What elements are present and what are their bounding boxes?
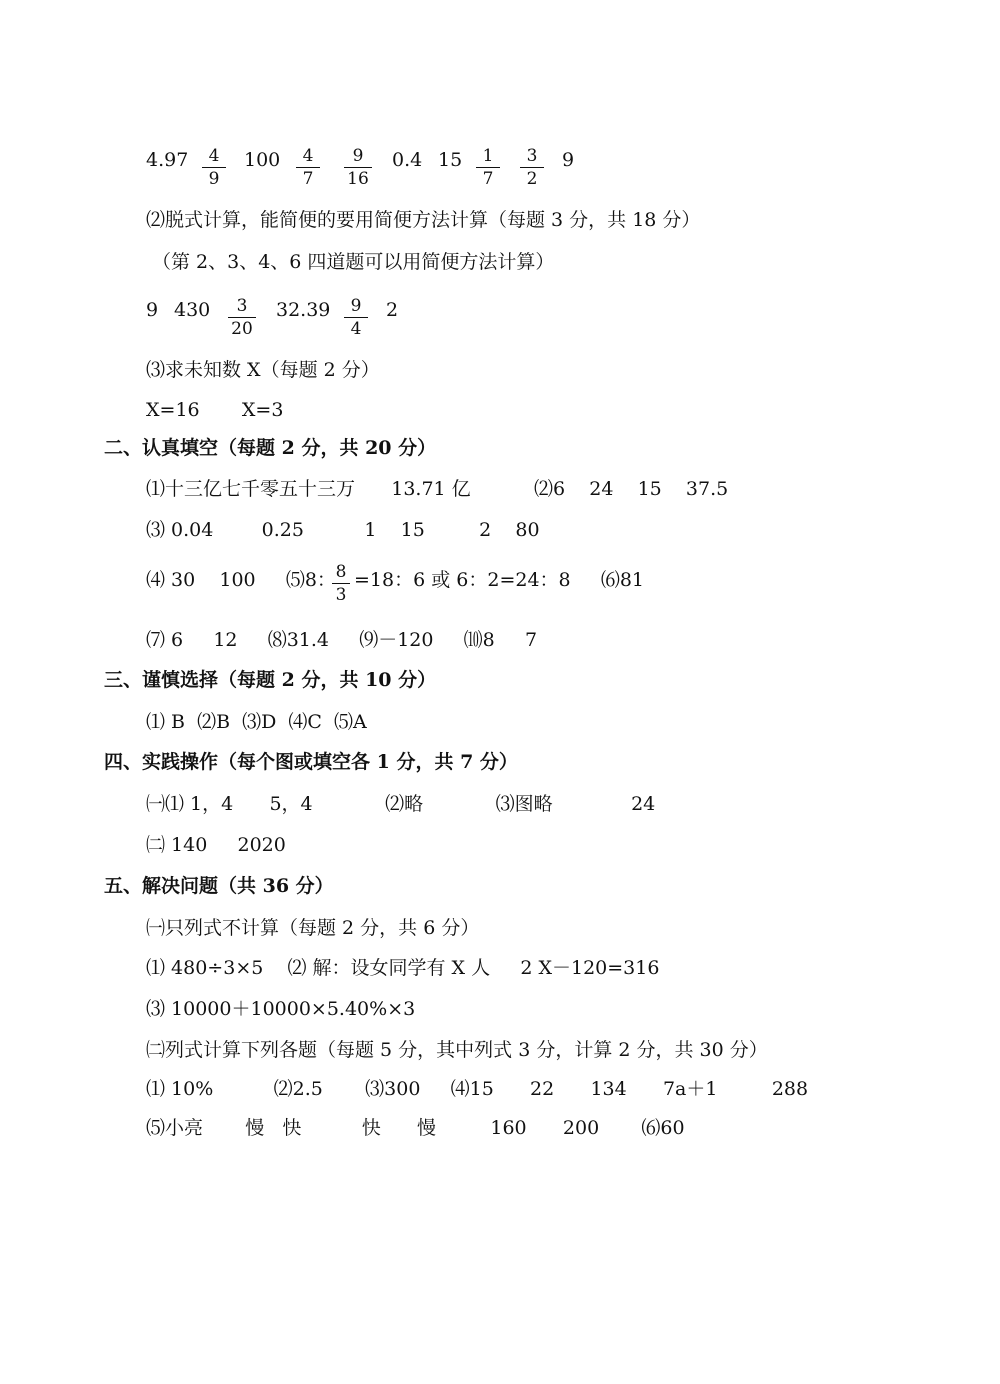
section4-line2: ㈡ 140 2020	[146, 834, 286, 856]
part2-note: （第 2、3、4、6 四道题可以用简便方法计算）	[152, 251, 555, 273]
value: 32.39	[276, 299, 331, 321]
section2-line3a: ⑷ 30 100 ⑸8：	[146, 569, 336, 591]
section2-line1a: ⑴十三亿七千零五十三万 13.71 亿	[146, 478, 471, 500]
fraction	[342, 296, 370, 339]
section2-line4: ⑺ 6 12 ⑻31.4 ⑼－120 ⑽8 7	[146, 629, 538, 651]
section5-line6: ⑸小亮 慢 快 快 慢 160 200 ⑹60	[146, 1117, 685, 1139]
fraction-bar	[344, 167, 372, 168]
denominator: 16	[347, 169, 369, 189]
section3-line1: ⑴ B ⑵B ⑶D ⑷C ⑸A	[146, 711, 367, 733]
value: 9	[146, 299, 159, 321]
fraction	[518, 146, 546, 189]
fraction-bar	[476, 167, 500, 168]
section5-line5: ⑴ 10% ⑵2.5 ⑶300 ⑷15 22 134 7a＋1 288	[146, 1078, 809, 1100]
value: 9	[562, 149, 575, 171]
section2-line1b: ⑵6 24 15 37.5	[534, 478, 729, 500]
denominator: 2	[526, 169, 538, 189]
value: 4.97	[146, 149, 189, 171]
value: 2	[386, 299, 399, 321]
fraction	[294, 146, 322, 189]
section2-line2: ⑶ 0.04 0.25 1 15 2 80	[146, 519, 540, 541]
section5-line1: ㈠只列式不计算（每题 2 分，共 6 分）	[146, 917, 480, 939]
section4-heading: 四、实践操作（每个图或填空各 1 分，共 7 分）	[104, 751, 518, 773]
fraction	[474, 146, 502, 189]
value: 430	[174, 299, 211, 321]
section2-heading: 二、认真填空（每题 2 分，共 20 分）	[104, 437, 437, 459]
part3-answers: X=16 X=3	[146, 399, 284, 421]
section4-line1: ㈠⑴ 1，4 5，4 ⑵略 ⑶图略 24	[146, 793, 656, 815]
part2-title: ⑵脱式计算，能简便的要用简便方法计算（每题 3 分，共 18 分）	[146, 209, 701, 231]
section2-line3b: =18：6 或 6：2=24：8 ⑹81	[354, 569, 645, 591]
numerator: 4	[302, 146, 314, 166]
denominator: 20	[231, 319, 253, 339]
denominator: 9	[208, 169, 220, 189]
numerator: 3	[526, 146, 538, 166]
fraction-bar	[332, 583, 350, 584]
fraction-bar	[344, 317, 368, 318]
value: 15	[438, 149, 463, 171]
denominator: 7	[482, 169, 494, 189]
fraction-bar	[228, 317, 256, 318]
fraction-bar	[520, 167, 544, 168]
denominator: 7	[302, 169, 314, 189]
numerator: 9	[350, 296, 362, 316]
fraction-bar	[296, 167, 320, 168]
section5-heading: 五、解决问题（共 36 分）	[104, 875, 334, 897]
denominator: 4	[350, 319, 362, 339]
value: 100	[244, 149, 281, 171]
numerator: 4	[208, 146, 220, 166]
numerator: 8	[335, 562, 347, 582]
fraction	[330, 562, 352, 605]
section5-line3: ⑶ 10000＋10000×5.40%×3	[146, 998, 416, 1020]
numerator: 9	[352, 146, 364, 166]
fraction	[200, 146, 228, 189]
fraction	[226, 296, 258, 339]
section5-line2: ⑴ 480÷3×5 ⑵ 解：设女同学有 X 人 2 X－120=316	[146, 957, 660, 979]
fraction-bar	[202, 167, 226, 168]
part3-title: ⑶求未知数 X（每题 2 分）	[146, 359, 380, 381]
section3-heading: 三、谨慎选择（每题 2 分，共 10 分）	[104, 669, 437, 691]
value: 0.4	[392, 149, 423, 171]
numerator: 1	[482, 146, 494, 166]
fraction	[342, 146, 374, 189]
section5-line4: ㈡列式计算下列各题（每题 5 分，其中列式 3 分，计算 2 分，共 30 分）	[146, 1039, 768, 1061]
denominator: 3	[335, 585, 347, 605]
numerator: 3	[236, 296, 248, 316]
